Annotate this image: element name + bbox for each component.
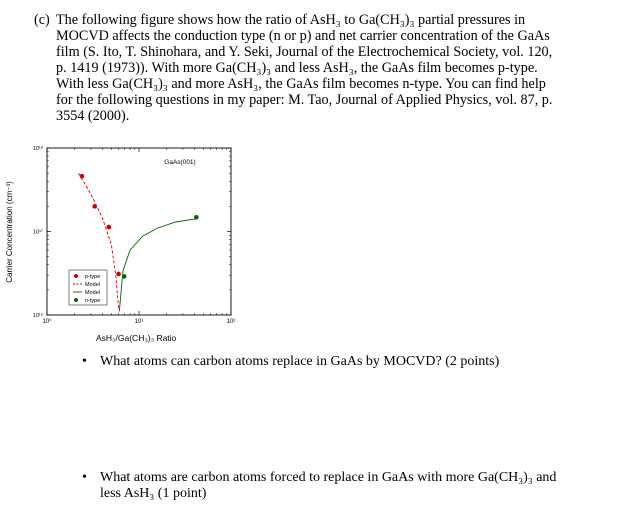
p-type-data-point <box>116 272 121 277</box>
x-axis-label: AsH₃/Ga(CH₃)₃ Ratio <box>96 333 177 343</box>
y-tick-label: 10¹⁶ <box>32 313 43 319</box>
legend-marker <box>74 298 78 302</box>
chart-title: GaAs(001) <box>164 159 196 166</box>
y-tick-label: 10¹⁸ <box>32 146 43 152</box>
bullet-marker: • <box>82 354 87 369</box>
n-type-data-point <box>194 215 199 220</box>
plot-frame <box>47 148 231 315</box>
paragraph-line: for the following questions in my paper: M. Tao, Journal of Applied Physics, vol. 87, p. <box>56 92 553 108</box>
p-type-data-point <box>107 225 112 230</box>
p-type-data-point <box>80 174 85 179</box>
question-paragraph <box>34 12 602 124</box>
paragraph-line: MOCVD affects the conduction type (n or p) and net carrier concentration of the GaAs <box>56 28 550 44</box>
chart-svg <box>0 140 260 350</box>
legend-label: p-type <box>85 274 101 280</box>
question-label: (c) <box>34 12 50 28</box>
p-type-data-point <box>92 204 97 209</box>
n-type-data-point <box>122 274 127 279</box>
paragraph-line: 3554 (2000). <box>56 108 130 124</box>
y-axis-label: Carrier Concentration (cm⁻³) <box>5 181 14 283</box>
carrier-concentration-figure <box>0 140 260 350</box>
question-text: What atoms are carbon atoms forced to replace in GaAs with more Ga(CH₃)₃ and less AsH₃ (1 point) <box>100 470 557 501</box>
model-curve-p-type <box>79 173 119 308</box>
x-tick-label: 10⁰ <box>42 319 52 325</box>
paragraph-line: film (S. Ito, T. Shinohara, and Y. Seki, Journal of the Electrochemical Society, vol. 120, <box>56 44 553 60</box>
legend-label: n-type <box>85 298 101 304</box>
legend-label: Model <box>85 290 100 296</box>
legend-label: Model <box>85 282 100 288</box>
paragraph-line: With less Ga(CH₃)₃ and more AsH₃, the GaAs film becomes n-type. You can find help <box>56 76 546 92</box>
question-text: What atoms can carbon atoms replace in GaAs by MOCVD? (2 points) <box>100 354 500 369</box>
bullet-marker: • <box>82 470 87 485</box>
paragraph-line: The following figure shows how the ratio of AsH₃ to Ga(CH₃)₃ partial pressures in <box>56 12 526 28</box>
y-tick-label: 10¹⁷ <box>33 229 43 236</box>
x-tick-label: 10¹ <box>134 319 144 325</box>
legend-marker <box>74 274 78 278</box>
paragraph-line: p. 1419 (1973)). With more Ga(CH₃)₃ and less AsH₃, the GaAs film becomes p-type. <box>56 60 538 76</box>
chart-legend <box>69 270 107 305</box>
x-tick-label: 10² <box>226 319 236 325</box>
model-curve-n-type <box>119 219 196 312</box>
